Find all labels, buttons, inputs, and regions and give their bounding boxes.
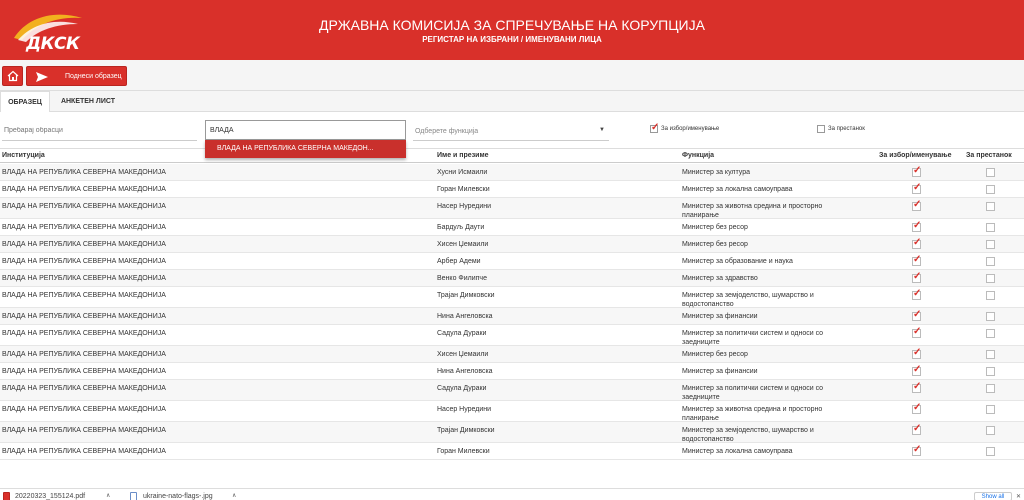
termination-checkbox[interactable]: [986, 240, 995, 249]
table-row: [0, 270, 1024, 287]
function-select[interactable]: [413, 121, 609, 141]
tab-form[interactable]: ОБРАЗЕЦ: [0, 91, 50, 113]
image-file-icon: [130, 492, 137, 500]
cell-institution: ВЛАДА НА РЕПУБЛИКА СЕВЕРНА МАКЕДОНИЈА: [2, 203, 166, 210]
cell-institution: ВЛАДА НА РЕПУБЛИКА СЕВЕРНА МАКЕДОНИЈА: [2, 448, 166, 455]
search-forms-input[interactable]: [2, 121, 197, 141]
cell-institution: ВЛАДА НА РЕПУБЛИКА СЕВЕРНА МАКЕДОНИЈА: [2, 169, 166, 176]
cell-function: Министер за земјоделство, шумарство и водостопанство: [682, 292, 814, 308]
elected-checkbox[interactable]: [912, 220, 922, 232]
checkmark-icon: ✓: [913, 347, 922, 358]
elected-checkbox[interactable]: [912, 381, 922, 393]
termination-checkbox[interactable]: [986, 426, 995, 435]
function-select-label: Одберете функција: [415, 128, 479, 135]
termination-checkbox[interactable]: [986, 168, 995, 177]
cell-function: Министер за култура: [682, 169, 750, 176]
cell-institution: ВЛАДА НА РЕПУБЛИКА СЕВЕРНА МАКЕДОНИЈА: [2, 186, 166, 193]
download-item-1[interactable]: 20220323_155124.pdf: [15, 493, 86, 500]
cell-function: Министер без ресор: [682, 241, 748, 248]
table-row: [0, 443, 1024, 460]
toolbar: [0, 60, 1024, 91]
download-item-2[interactable]: ukraine-nato-flags-.jpg: [143, 493, 213, 500]
table-row: [0, 363, 1024, 380]
table-row: [0, 422, 1024, 443]
header-termination[interactable]: За престанок: [966, 152, 1012, 159]
cell-institution: ВЛАДА НА РЕПУБЛИКА СЕВЕРНА МАКЕДОНИЈА: [2, 224, 166, 231]
table-row: [0, 253, 1024, 270]
elected-checkbox[interactable]: [912, 237, 922, 249]
tab-survey[interactable]: АНКЕТЕН ЛИСТ: [60, 98, 116, 105]
cell-function: Министер за финансии: [682, 368, 758, 375]
cell-function: Министер без ресор: [682, 224, 748, 231]
table-row: [0, 181, 1024, 198]
checkmark-icon: ✓: [651, 122, 660, 133]
checkmark-icon: ✓: [913, 402, 922, 413]
cell-function: Министер за локална самоуправа: [682, 448, 793, 455]
checkmark-icon: ✓: [913, 271, 922, 282]
elected-filter-box[interactable]: [650, 122, 660, 133]
termination-checkbox[interactable]: [986, 185, 995, 194]
termination-checkbox[interactable]: [986, 367, 995, 376]
cell-function: Министер за образование и наука: [682, 258, 793, 265]
submit-form-button[interactable]: [26, 66, 127, 86]
cell-name: Насер Нуредини: [437, 203, 492, 210]
checkmark-icon: ✓: [913, 254, 922, 265]
cell-function: Министер за животна средина и просторно планирање: [682, 406, 823, 422]
termination-checkbox[interactable]: [986, 447, 995, 456]
cell-name: Трајан Димковски: [437, 427, 495, 434]
elected-filter-checkbox[interactable]: [650, 122, 750, 135]
header-elected[interactable]: За избор/именување: [879, 152, 952, 159]
table-row: [0, 308, 1024, 325]
cell-name: Хусни Исмаили: [437, 169, 488, 176]
results-table: [0, 148, 1024, 488]
cell-name: Нина Ангеловска: [437, 313, 493, 320]
chevron-up-icon[interactable]: ∧: [232, 493, 237, 499]
cell-name: Нина Ангеловска: [437, 368, 493, 375]
table-row: [0, 380, 1024, 401]
elected-checkbox[interactable]: [912, 423, 922, 435]
filters-bar: [0, 112, 1024, 148]
cell-name: Садула Дураки: [437, 385, 487, 392]
elected-checkbox[interactable]: [912, 182, 922, 194]
termination-checkbox[interactable]: [986, 384, 995, 393]
cell-name: Хисен Џемаили: [437, 241, 489, 248]
checkmark-icon: ✓: [913, 165, 922, 176]
cell-name: Горан Милевски: [437, 186, 490, 193]
submit-form-label: Поднеси образец: [65, 73, 122, 80]
elected-checkbox[interactable]: [912, 199, 922, 211]
checkmark-icon: ✓: [913, 220, 922, 231]
elected-checkbox[interactable]: [912, 271, 922, 283]
site-header: [0, 0, 1024, 60]
cell-name: Хисен Џемаили: [437, 351, 489, 358]
table-row: [0, 287, 1024, 308]
checkmark-icon: ✓: [913, 199, 922, 210]
checkmark-icon: ✓: [913, 326, 922, 337]
termination-checkbox[interactable]: [986, 350, 995, 359]
cell-institution: ВЛАДА НА РЕПУБЛИКА СЕВЕРНА МАКЕДОНИЈА: [2, 351, 166, 358]
cell-function: Министер за локална самоуправа: [682, 186, 793, 193]
checkmark-icon: ✓: [913, 381, 922, 392]
send-arrow-icon: [36, 72, 48, 82]
cell-function: Министер за политички систем и односи со заедниците: [682, 330, 824, 346]
elected-checkbox[interactable]: [912, 347, 922, 359]
home-icon: [7, 70, 19, 82]
cell-institution: ВЛАДА НА РЕПУБЛИКА СЕВЕРНА МАКЕДОНИЈА: [2, 258, 166, 265]
termination-filter-label: За престанок: [828, 126, 865, 132]
home-button[interactable]: [2, 66, 23, 86]
page-title: ДРЖАВНА КОМИСИЈА ЗА СПРЕЧУВАЊЕ НА КОРУПЦИЈА: [319, 17, 705, 33]
elected-filter-label: За избор/именување: [661, 126, 720, 132]
elected-checkbox[interactable]: [912, 288, 922, 300]
elected-checkbox[interactable]: [912, 444, 922, 456]
termination-checkbox[interactable]: [986, 274, 995, 283]
cell-institution: ВЛАДА НА РЕПУБЛИКА СЕВЕРНА МАКЕДОНИЈА: [2, 275, 166, 282]
cell-institution: ВЛАДА НА РЕПУБЛИКА СЕВЕРНА МАКЕДОНИЈА: [2, 406, 166, 413]
table-row: [0, 401, 1024, 422]
cell-institution: ВЛАДА НА РЕПУБЛИКА СЕВЕРНА МАКЕДОНИЈА: [2, 292, 166, 299]
institution-suggestion[interactable]: ВЛАДА НА РЕПУБЛИКА СЕВЕРНА МАКЕДОН...: [205, 140, 406, 158]
elected-checkbox[interactable]: [912, 364, 922, 376]
cell-name: Венко Филипче: [437, 275, 487, 282]
checkmark-icon: ✓: [913, 288, 922, 299]
cell-function: Министер за здравство: [682, 275, 758, 282]
checkmark-icon: ✓: [913, 364, 922, 375]
cell-name: Горан Милевски: [437, 448, 490, 455]
pdf-file-icon: [3, 492, 10, 500]
checkmark-icon: ✓: [913, 182, 922, 193]
termination-checkbox[interactable]: [986, 312, 995, 321]
chevron-up-icon[interactable]: ∧: [106, 493, 111, 499]
table-row: [0, 198, 1024, 219]
table-row: [0, 164, 1024, 181]
table-row: [0, 325, 1024, 346]
cell-institution: ВЛАДА НА РЕПУБЛИКА СЕВЕРНА МАКЕДОНИЈА: [2, 313, 166, 320]
elected-checkbox[interactable]: [912, 402, 922, 414]
cell-function: Министер за финансии: [682, 313, 758, 320]
elected-checkbox[interactable]: [912, 309, 922, 321]
header-function[interactable]: Функција: [682, 152, 715, 159]
logo-text: ДКСК: [26, 34, 80, 54]
elected-checkbox[interactable]: [912, 254, 922, 266]
elected-checkbox[interactable]: [912, 165, 922, 177]
cell-institution: ВЛАДА НА РЕПУБЛИКА СЕВЕРНА МАКЕДОНИЈА: [2, 385, 166, 392]
downloads-bar: [0, 488, 1024, 500]
termination-filter-checkbox[interactable]: [817, 125, 897, 135]
cell-name: Трајан Димковски: [437, 292, 495, 299]
termination-checkbox[interactable]: [986, 257, 995, 266]
institution-input[interactable]: [205, 120, 406, 140]
table-row: [0, 219, 1024, 236]
termination-checkbox[interactable]: [986, 291, 995, 300]
checkmark-icon: ✓: [913, 444, 922, 455]
header-name[interactable]: Име и презиме: [437, 152, 489, 159]
termination-checkbox[interactable]: [986, 223, 995, 232]
cell-name: Бардуљ Даути: [437, 224, 485, 231]
elected-checkbox[interactable]: [912, 326, 922, 338]
cell-function: Министер за политички систем и односи со заедниците: [682, 385, 824, 401]
cell-name: Арбер Адеми: [437, 258, 481, 265]
checkmark-icon: ✓: [913, 423, 922, 434]
cell-function: Министер без ресор: [682, 351, 748, 358]
table-row: [0, 346, 1024, 363]
table-header: [0, 148, 1024, 163]
cell-function: Министер за животна средина и просторно планирање: [682, 203, 823, 219]
cell-institution: ВЛАДА НА РЕПУБЛИКА СЕВЕРНА МАКЕДОНИЈА: [2, 368, 166, 375]
cell-institution: ВЛАДА НА РЕПУБЛИКА СЕВЕРНА МАКЕДОНИЈА: [2, 427, 166, 434]
termination-checkbox[interactable]: [986, 329, 995, 338]
termination-filter-box[interactable]: [817, 125, 825, 133]
table-row: [0, 236, 1024, 253]
cell-name: Насер Нуредини: [437, 406, 492, 413]
checkmark-icon: ✓: [913, 309, 922, 320]
termination-checkbox[interactable]: [986, 202, 995, 211]
termination-checkbox[interactable]: [986, 405, 995, 414]
cell-institution: ВЛАДА НА РЕПУБЛИКА СЕВЕРНА МАКЕДОНИЈА: [2, 330, 166, 337]
header-institution[interactable]: Институција: [2, 152, 45, 159]
tab-bar: [0, 91, 1024, 112]
cell-name: Садула Дураки: [437, 330, 487, 337]
caret-down-icon: ▼: [599, 127, 605, 133]
show-all-downloads-button[interactable]: Show all: [974, 492, 1012, 500]
cell-institution: ВЛАДА НА РЕПУБЛИКА СЕВЕРНА МАКЕДОНИЈА: [2, 241, 166, 248]
checkmark-icon: ✓: [913, 237, 922, 248]
cell-function: Министер за земјоделство, шумарство и водостопанство: [682, 427, 814, 443]
page-subtitle: РЕГИСТАР НА ИЗБРАНИ / ИМЕНУВАНИ ЛИЦА: [422, 35, 602, 44]
close-icon[interactable]: ✕: [1016, 494, 1022, 500]
